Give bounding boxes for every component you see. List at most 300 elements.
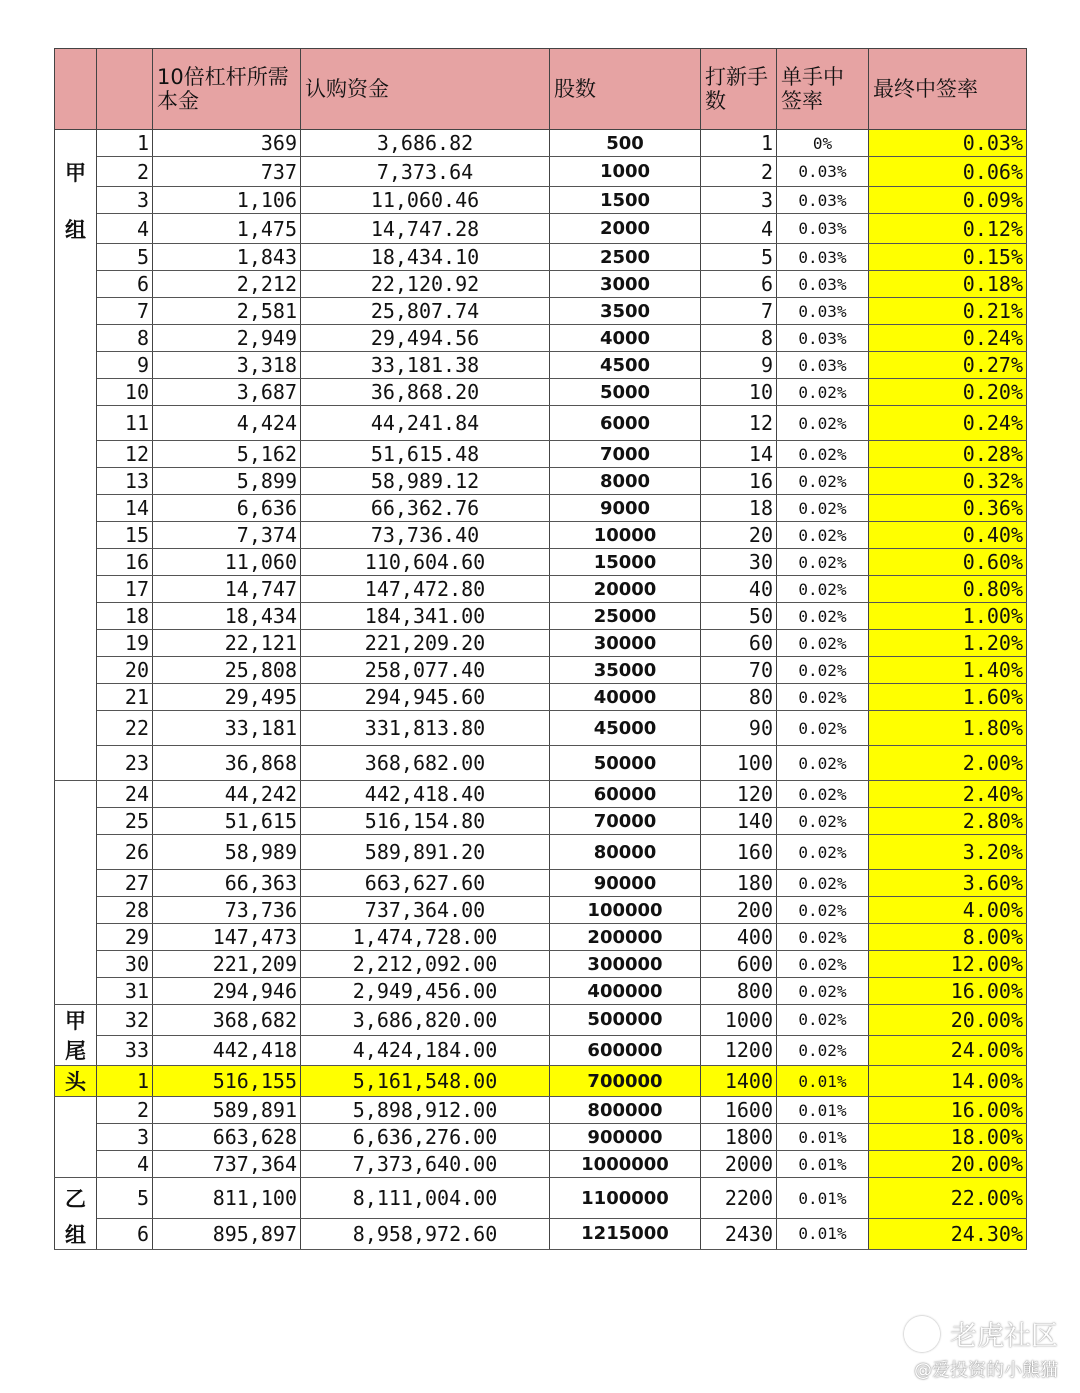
group-cell xyxy=(55,603,97,630)
rate-cell: 0.02% xyxy=(777,808,869,835)
header-amount: 认购资金 xyxy=(301,49,550,130)
table-row xyxy=(55,130,1027,157)
rate-cell: 0.01% xyxy=(777,1124,869,1151)
amount-cell: 7,373,640.00 xyxy=(301,1151,550,1178)
shares-cell: 600000 xyxy=(550,1035,701,1066)
amount-cell: 51,615.48 xyxy=(301,441,550,468)
amount-cell: 2,949,456.00 xyxy=(301,978,550,1005)
rate-cell: 0.01% xyxy=(777,1151,869,1178)
rate-cell: 0.02% xyxy=(777,549,869,576)
table-row xyxy=(55,657,1027,684)
final-rate-cell: 0.18% xyxy=(869,271,1027,298)
final-rate-cell: 3.60% xyxy=(869,870,1027,897)
amount-cell: 1,474,728.00 xyxy=(301,924,550,951)
final-rate-cell: 0.80% xyxy=(869,576,1027,603)
shares-cell: 70000 xyxy=(550,808,701,835)
amount-cell: 331,813.80 xyxy=(301,711,550,746)
lots-cell: 18 xyxy=(701,495,777,522)
rate-cell: 0% xyxy=(777,130,869,157)
capital-cell: 2,949 xyxy=(153,325,301,352)
capital-cell: 4,424 xyxy=(153,406,301,441)
capital-cell: 29,495 xyxy=(153,684,301,711)
amount-cell: 516,154.80 xyxy=(301,808,550,835)
final-rate-cell: 18.00% xyxy=(869,1124,1027,1151)
capital-cell: 3,687 xyxy=(153,379,301,406)
capital-cell: 294,946 xyxy=(153,978,301,1005)
table-row xyxy=(55,187,1027,214)
table-row xyxy=(55,951,1027,978)
amount-cell: 29,494.56 xyxy=(301,325,550,352)
group-cell xyxy=(55,657,97,684)
amount-cell: 14,747.28 xyxy=(301,214,550,244)
capital-cell: 33,181 xyxy=(153,711,301,746)
capital-cell: 66,363 xyxy=(153,870,301,897)
table-row xyxy=(55,468,1027,495)
shares-cell: 6000 xyxy=(550,406,701,441)
final-rate-cell: 2.80% xyxy=(869,808,1027,835)
header-rate: 单手中签率 xyxy=(777,49,869,130)
capital-cell: 1,843 xyxy=(153,244,301,271)
rate-cell: 0.03% xyxy=(777,271,869,298)
shares-cell: 3500 xyxy=(550,298,701,325)
capital-cell: 58,989 xyxy=(153,835,301,870)
rate-cell: 0.02% xyxy=(777,924,869,951)
rate-cell: 0.03% xyxy=(777,244,869,271)
shares-cell: 15000 xyxy=(550,549,701,576)
final-rate-cell: 2.40% xyxy=(869,781,1027,808)
table-row xyxy=(55,441,1027,468)
row-number: 28 xyxy=(97,897,153,924)
amount-cell: 7,373.64 xyxy=(301,157,550,187)
shares-cell: 1100000 xyxy=(550,1178,701,1219)
final-rate-cell: 0.24% xyxy=(869,325,1027,352)
shares-cell: 10000 xyxy=(550,522,701,549)
final-rate-cell: 16.00% xyxy=(869,978,1027,1005)
table-row xyxy=(55,924,1027,951)
group-cell xyxy=(55,406,97,441)
row-number: 16 xyxy=(97,549,153,576)
shares-cell: 2000 xyxy=(550,214,701,244)
row-number: 7 xyxy=(97,298,153,325)
community-name: 老虎社区 xyxy=(950,1321,1058,1352)
capital-cell: 51,615 xyxy=(153,808,301,835)
lots-cell: 30 xyxy=(701,549,777,576)
amount-cell: 110,604.60 xyxy=(301,549,550,576)
row-number: 30 xyxy=(97,951,153,978)
row-number: 21 xyxy=(97,684,153,711)
table-row xyxy=(55,576,1027,603)
group-cell xyxy=(55,1151,97,1178)
rate-cell: 0.02% xyxy=(777,870,869,897)
final-rate-cell: 0.60% xyxy=(869,549,1027,576)
group-cell xyxy=(55,495,97,522)
rate-cell: 0.02% xyxy=(777,1035,869,1066)
lots-cell: 2 xyxy=(701,157,777,187)
amount-cell: 36,868.20 xyxy=(301,379,550,406)
lots-cell: 7 xyxy=(701,298,777,325)
row-number: 2 xyxy=(97,1097,153,1124)
table-row xyxy=(55,522,1027,549)
group-cell xyxy=(55,130,97,157)
final-rate-cell: 0.03% xyxy=(869,130,1027,157)
lots-cell: 20 xyxy=(701,522,777,549)
lots-cell: 160 xyxy=(701,835,777,870)
rate-cell: 0.01% xyxy=(777,1178,869,1219)
rate-cell: 0.02% xyxy=(777,495,869,522)
amount-cell: 5,161,548.00 xyxy=(301,1066,550,1097)
final-rate-cell: 0.27% xyxy=(869,352,1027,379)
lots-cell: 12 xyxy=(701,406,777,441)
shares-cell: 2500 xyxy=(550,244,701,271)
group-cell xyxy=(55,711,97,746)
rate-cell: 0.02% xyxy=(777,603,869,630)
lots-cell: 10 xyxy=(701,379,777,406)
group-cell: 甲 xyxy=(55,157,97,187)
table-row xyxy=(55,244,1027,271)
tiger-logo-icon xyxy=(904,1316,940,1352)
final-rate-cell: 1.40% xyxy=(869,657,1027,684)
row-number: 32 xyxy=(97,1005,153,1036)
final-rate-cell: 1.80% xyxy=(869,711,1027,746)
group-cell xyxy=(55,549,97,576)
community-logo xyxy=(904,1314,1058,1353)
row-number: 4 xyxy=(97,1151,153,1178)
group-cell xyxy=(55,684,97,711)
final-rate-cell: 16.00% xyxy=(869,1097,1027,1124)
rate-cell: 0.02% xyxy=(777,781,869,808)
table-row xyxy=(55,495,1027,522)
header-row xyxy=(55,49,1027,130)
table-row xyxy=(55,746,1027,781)
final-rate-cell: 0.28% xyxy=(869,441,1027,468)
shares-cell: 60000 xyxy=(550,781,701,808)
group-cell xyxy=(55,325,97,352)
lots-cell: 400 xyxy=(701,924,777,951)
amount-cell: 22,120.92 xyxy=(301,271,550,298)
rate-cell: 0.03% xyxy=(777,157,869,187)
row-number: 24 xyxy=(97,781,153,808)
row-number: 8 xyxy=(97,325,153,352)
amount-cell: 8,111,004.00 xyxy=(301,1178,550,1219)
table-row xyxy=(55,157,1027,187)
amount-cell: 6,636,276.00 xyxy=(301,1124,550,1151)
row-number: 31 xyxy=(97,978,153,1005)
capital-cell: 3,318 xyxy=(153,352,301,379)
table-row xyxy=(55,603,1027,630)
capital-cell: 25,808 xyxy=(153,657,301,684)
capital-cell: 2,581 xyxy=(153,298,301,325)
group-cell: 组 xyxy=(55,1219,97,1250)
shares-cell: 4500 xyxy=(550,352,701,379)
shares-cell: 35000 xyxy=(550,657,701,684)
row-number: 6 xyxy=(97,271,153,298)
final-rate-cell: 20.00% xyxy=(869,1005,1027,1036)
lots-cell: 180 xyxy=(701,870,777,897)
rate-cell: 0.03% xyxy=(777,298,869,325)
group-cell xyxy=(55,352,97,379)
row-number: 1 xyxy=(97,130,153,157)
final-rate-cell: 24.00% xyxy=(869,1035,1027,1066)
group-cell xyxy=(55,298,97,325)
shares-cell: 7000 xyxy=(550,441,701,468)
final-rate-cell: 4.00% xyxy=(869,897,1027,924)
table-row xyxy=(55,298,1027,325)
table-row xyxy=(55,549,1027,576)
rate-cell: 0.02% xyxy=(777,684,869,711)
table-row xyxy=(55,1097,1027,1124)
shares-cell: 800000 xyxy=(550,1097,701,1124)
group-cell: 组 xyxy=(55,214,97,244)
final-rate-cell: 3.20% xyxy=(869,835,1027,870)
capital-cell: 811,100 xyxy=(153,1178,301,1219)
group-cell xyxy=(55,187,97,214)
lots-cell: 140 xyxy=(701,808,777,835)
lots-cell: 80 xyxy=(701,684,777,711)
group-cell xyxy=(55,870,97,897)
rate-cell: 0.03% xyxy=(777,325,869,352)
table-row xyxy=(55,630,1027,657)
rate-cell: 0.01% xyxy=(777,1097,869,1124)
amount-cell: 11,060.46 xyxy=(301,187,550,214)
lots-cell: 100 xyxy=(701,746,777,781)
row-number: 22 xyxy=(97,711,153,746)
shares-cell: 5000 xyxy=(550,379,701,406)
lots-cell: 200 xyxy=(701,897,777,924)
shares-cell: 40000 xyxy=(550,684,701,711)
table-row xyxy=(55,325,1027,352)
rate-cell: 0.02% xyxy=(777,951,869,978)
header-final: 最终中签率 xyxy=(869,49,1027,130)
final-rate-cell: 14.00% xyxy=(869,1066,1027,1097)
amount-cell: 5,898,912.00 xyxy=(301,1097,550,1124)
group-cell xyxy=(55,924,97,951)
shares-cell: 50000 xyxy=(550,746,701,781)
group-cell: 甲 xyxy=(55,1005,97,1036)
row-number: 12 xyxy=(97,441,153,468)
amount-cell: 2,212,092.00 xyxy=(301,951,550,978)
final-rate-cell: 0.20% xyxy=(869,379,1027,406)
shares-cell: 80000 xyxy=(550,835,701,870)
rate-cell: 0.02% xyxy=(777,835,869,870)
shares-cell: 8000 xyxy=(550,468,701,495)
author-handle: @爱投资的小熊猫 xyxy=(914,1360,1058,1381)
row-number: 15 xyxy=(97,522,153,549)
capital-cell: 221,209 xyxy=(153,951,301,978)
final-rate-cell: 2.00% xyxy=(869,746,1027,781)
table-row xyxy=(55,406,1027,441)
final-rate-cell: 0.06% xyxy=(869,157,1027,187)
row-number: 10 xyxy=(97,379,153,406)
row-number: 27 xyxy=(97,870,153,897)
header-shares: 股数 xyxy=(550,49,701,130)
amount-cell: 147,472.80 xyxy=(301,576,550,603)
final-rate-cell: 0.15% xyxy=(869,244,1027,271)
group-cell xyxy=(55,781,97,808)
capital-cell: 737 xyxy=(153,157,301,187)
row-number: 26 xyxy=(97,835,153,870)
shares-cell: 9000 xyxy=(550,495,701,522)
lots-cell: 2000 xyxy=(701,1151,777,1178)
capital-cell: 22,121 xyxy=(153,630,301,657)
rate-cell: 0.02% xyxy=(777,576,869,603)
table-row xyxy=(55,1066,1027,1097)
row-number: 2 xyxy=(97,157,153,187)
header-capital: 10倍杠杆所需本金 xyxy=(153,49,301,130)
group-cell xyxy=(55,468,97,495)
lots-cell: 1600 xyxy=(701,1097,777,1124)
amount-cell: 368,682.00 xyxy=(301,746,550,781)
row-number: 20 xyxy=(97,657,153,684)
shares-cell: 45000 xyxy=(550,711,701,746)
capital-cell: 6,636 xyxy=(153,495,301,522)
amount-cell: 66,362.76 xyxy=(301,495,550,522)
shares-cell: 700000 xyxy=(550,1066,701,1097)
final-rate-cell: 1.60% xyxy=(869,684,1027,711)
table-row xyxy=(55,1151,1027,1178)
capital-cell: 2,212 xyxy=(153,271,301,298)
table-row xyxy=(55,1124,1027,1151)
amount-cell: 8,958,972.60 xyxy=(301,1219,550,1250)
group-cell xyxy=(55,1097,97,1124)
group-cell xyxy=(55,1124,97,1151)
amount-cell: 737,364.00 xyxy=(301,897,550,924)
table-row xyxy=(55,214,1027,244)
row-number: 4 xyxy=(97,214,153,244)
shares-cell: 300000 xyxy=(550,951,701,978)
row-number: 14 xyxy=(97,495,153,522)
amount-cell: 25,807.74 xyxy=(301,298,550,325)
ipo-table xyxy=(54,48,1027,1250)
row-number: 5 xyxy=(97,244,153,271)
shares-cell: 20000 xyxy=(550,576,701,603)
final-rate-cell: 0.09% xyxy=(869,187,1027,214)
group-cell xyxy=(55,522,97,549)
lots-cell: 1200 xyxy=(701,1035,777,1066)
group-cell xyxy=(55,271,97,298)
lots-cell: 3 xyxy=(701,187,777,214)
group-cell xyxy=(55,978,97,1005)
rate-cell: 0.02% xyxy=(777,406,869,441)
capital-cell: 442,418 xyxy=(153,1035,301,1066)
row-number: 33 xyxy=(97,1035,153,1066)
shares-cell: 25000 xyxy=(550,603,701,630)
capital-cell: 589,891 xyxy=(153,1097,301,1124)
final-rate-cell: 22.00% xyxy=(869,1178,1027,1219)
header-lots: 打新手数 xyxy=(701,49,777,130)
amount-cell: 73,736.40 xyxy=(301,522,550,549)
shares-cell: 90000 xyxy=(550,870,701,897)
final-rate-cell: 1.20% xyxy=(869,630,1027,657)
group-cell xyxy=(55,808,97,835)
table-row xyxy=(55,897,1027,924)
group-cell xyxy=(55,576,97,603)
amount-cell: 33,181.38 xyxy=(301,352,550,379)
final-rate-cell: 0.12% xyxy=(869,214,1027,244)
group-cell xyxy=(55,951,97,978)
lots-cell: 14 xyxy=(701,441,777,468)
lots-cell: 8 xyxy=(701,325,777,352)
capital-cell: 516,155 xyxy=(153,1066,301,1097)
capital-cell: 1,106 xyxy=(153,187,301,214)
amount-cell: 663,627.60 xyxy=(301,870,550,897)
rate-cell: 0.02% xyxy=(777,897,869,924)
lots-cell: 1000 xyxy=(701,1005,777,1036)
lots-cell: 1 xyxy=(701,130,777,157)
table-row xyxy=(55,781,1027,808)
final-rate-cell: 0.36% xyxy=(869,495,1027,522)
shares-cell: 1500 xyxy=(550,187,701,214)
row-number: 13 xyxy=(97,468,153,495)
rate-cell: 0.02% xyxy=(777,441,869,468)
group-cell xyxy=(55,746,97,781)
rate-cell: 0.02% xyxy=(777,711,869,746)
rate-cell: 0.03% xyxy=(777,214,869,244)
lots-cell: 6 xyxy=(701,271,777,298)
rate-cell: 0.02% xyxy=(777,468,869,495)
capital-cell: 73,736 xyxy=(153,897,301,924)
table-row xyxy=(55,684,1027,711)
shares-cell: 400000 xyxy=(550,978,701,1005)
lots-cell: 9 xyxy=(701,352,777,379)
row-number: 23 xyxy=(97,746,153,781)
capital-cell: 36,868 xyxy=(153,746,301,781)
final-rate-cell: 20.00% xyxy=(869,1151,1027,1178)
rate-cell: 0.03% xyxy=(777,187,869,214)
lots-cell: 50 xyxy=(701,603,777,630)
capital-cell: 737,364 xyxy=(153,1151,301,1178)
lots-cell: 5 xyxy=(701,244,777,271)
shares-cell: 30000 xyxy=(550,630,701,657)
amount-cell: 184,341.00 xyxy=(301,603,550,630)
group-cell xyxy=(55,897,97,924)
row-number: 3 xyxy=(97,1124,153,1151)
lots-cell: 60 xyxy=(701,630,777,657)
amount-cell: 221,209.20 xyxy=(301,630,550,657)
lots-cell: 800 xyxy=(701,978,777,1005)
table-row xyxy=(55,352,1027,379)
rate-cell: 0.02% xyxy=(777,1005,869,1036)
spreadsheet xyxy=(54,48,1026,1250)
shares-cell: 1215000 xyxy=(550,1219,701,1250)
group-cell: 乙 xyxy=(55,1178,97,1219)
lots-cell: 120 xyxy=(701,781,777,808)
lots-cell: 600 xyxy=(701,951,777,978)
group-cell xyxy=(55,244,97,271)
final-rate-cell: 0.24% xyxy=(869,406,1027,441)
row-number: 1 xyxy=(97,1066,153,1097)
capital-cell: 663,628 xyxy=(153,1124,301,1151)
capital-cell: 14,747 xyxy=(153,576,301,603)
amount-cell: 18,434.10 xyxy=(301,244,550,271)
rate-cell: 0.01% xyxy=(777,1066,869,1097)
lots-cell: 2200 xyxy=(701,1178,777,1219)
group-cell xyxy=(55,441,97,468)
row-number: 25 xyxy=(97,808,153,835)
shares-cell: 200000 xyxy=(550,924,701,951)
row-number: 29 xyxy=(97,924,153,951)
lots-cell: 40 xyxy=(701,576,777,603)
shares-cell: 500000 xyxy=(550,1005,701,1036)
table-row xyxy=(55,711,1027,746)
capital-cell: 18,434 xyxy=(153,603,301,630)
rate-cell: 0.02% xyxy=(777,522,869,549)
final-rate-cell: 0.40% xyxy=(869,522,1027,549)
final-rate-cell: 0.21% xyxy=(869,298,1027,325)
table-row xyxy=(55,1005,1027,1036)
rate-cell: 0.02% xyxy=(777,630,869,657)
rate-cell: 0.03% xyxy=(777,352,869,379)
amount-cell: 3,686.82 xyxy=(301,130,550,157)
